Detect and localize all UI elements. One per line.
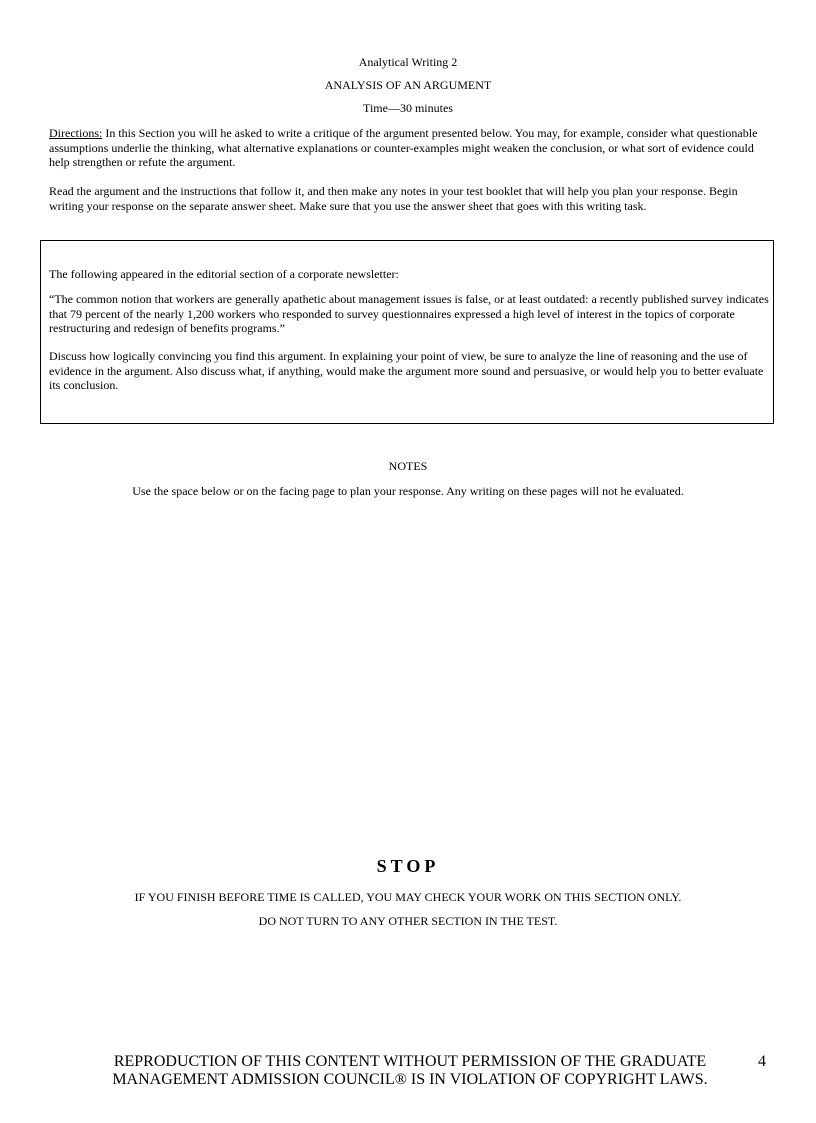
argument-task: Discuss how logically convincing you find this argument. In explaining your point of view, be sure to analyze the line of reasoning and the use of evidence in the argument. Also discuss what, if anything, would make the argument more sound and persuasive, or would help you to better evaluate its conclusion. (49, 349, 764, 392)
argument-quote: “The common notion that workers are generally apathetic about management issues is false, or at least outdated: a recently published survey indicates that 79 percent of the nearly 1,200 workers who responded to survey questionnaires expressed a high level of interest in the topics of corporate restructuring and redesign of benefits programs.” (49, 292, 769, 335)
time-limit: Time—30 minutes (363, 101, 453, 115)
directions-label: Directions: (49, 126, 103, 140)
page-number: 4 (758, 1053, 766, 1070)
argument-intro: The following appeared in the editorial section of a corporate newsletter: (49, 267, 399, 281)
stop-line-2: DO NOT TURN TO ANY OTHER SECTION IN THE TEST. (258, 914, 558, 928)
stop-heading: STOP (376, 856, 440, 876)
section-title: Analytical Writing 2 (358, 55, 458, 69)
directions-paragraph (49, 126, 771, 170)
directions-text: In this Section you will he asked to write a critique of the argument presented below. You may, for example, consider what questionable assumptions underlie the thinking, what alternative explanations or counter-examples might weaken the conclusion, or what sort of evidence could help strengthen or refute the argument. (49, 126, 758, 169)
notes-heading: NOTES (388, 459, 428, 473)
stop-line-1: IF YOU FINISH BEFORE TIME IS CALLED, YOU MAY CHECK YOUR WORK ON THIS SECTION ONLY. (134, 890, 682, 904)
section-subtitle: ANALYSIS OF AN ARGUMENT (324, 78, 492, 92)
notes-instruction: Use the space below or on the facing page to plan your response. Any writing on these pages will not he evaluated. (132, 484, 684, 498)
argument-box (40, 240, 774, 424)
copyright-line-2: MANAGEMENT ADMISSION COUNCIL® IS IN VIOLATION OF COPYRIGHT LAWS. (112, 1071, 708, 1088)
reading-instructions: Read the argument and the instructions that follow it, and then make any notes in your test booklet that will help you plan your response. Begin writing your response on the separate answer sheet. Make sure that you use the answer sheet that goes with this writing task. (49, 184, 738, 213)
copyright-line-1: REPRODUCTION OF THIS CONTENT WITHOUT PERMISSION OF THE GRADUATE (113, 1053, 707, 1070)
